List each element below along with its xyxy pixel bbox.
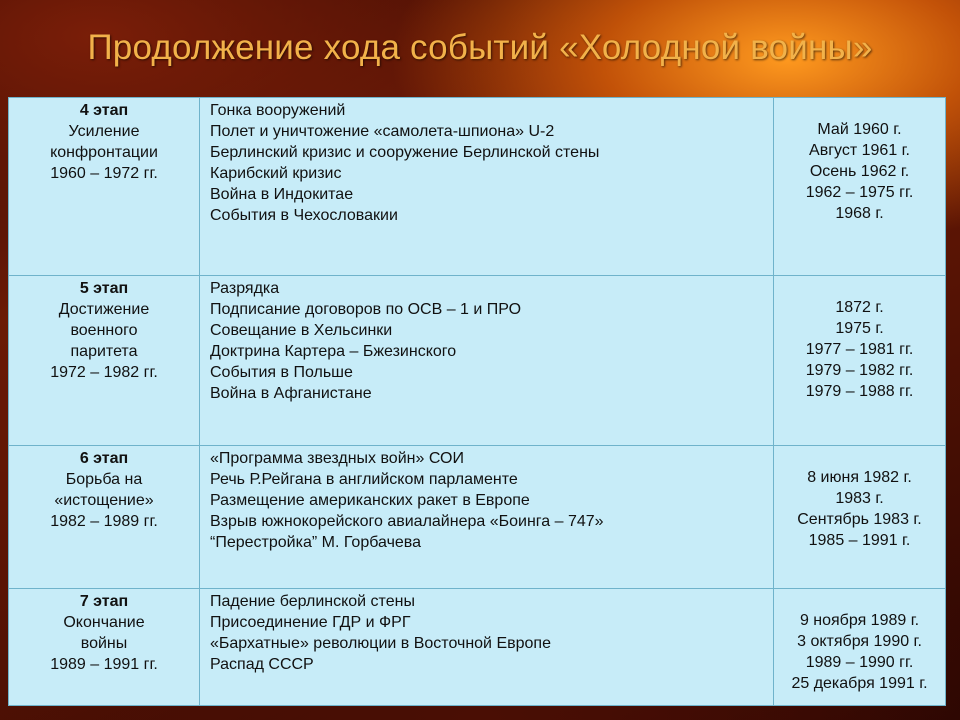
table-row [9, 589, 946, 706]
date-item: 25 декабря 1991 г. [791, 675, 928, 692]
event-item: Карибский кризис [210, 165, 342, 182]
event-item: «Программа звездных войн» СОИ [210, 450, 464, 467]
stage-description-line: войны [80, 635, 128, 652]
dates-cell [774, 446, 946, 589]
stage-cell [9, 589, 200, 706]
stage-description-line: 1982 – 1989 гг. [50, 513, 158, 530]
event-item: Полет и уничтожение «самолета-шпиона» U-2 [210, 123, 555, 140]
table-body [9, 98, 946, 706]
events-cell [200, 98, 774, 276]
stage-description-line: военного [70, 322, 138, 339]
page-title: Продолжение хода событий «Холодной войны» [87, 28, 873, 67]
event-item: Размещение американских ракет в Европе [210, 492, 530, 509]
date-item: 1968 г. [835, 205, 884, 222]
date-item: 1975 г. [835, 320, 884, 337]
events-cell [200, 446, 774, 589]
event-item: Война в Индокитае [210, 186, 354, 203]
event-item: Распад СССР [210, 656, 314, 673]
date-item: 1985 – 1991 г. [808, 532, 911, 549]
stage-description-line: 1960 – 1972 гг. [50, 165, 158, 182]
stage-description-line: «истощение» [54, 492, 154, 509]
event-item: Берлинский кризис и сооружение Берлинской стены [210, 144, 600, 161]
date-item: 1977 – 1981 гг. [805, 341, 914, 358]
event-item: Разрядка [210, 280, 280, 297]
event-item: Подписание договоров по ОСВ – 1 и ПРО [210, 301, 522, 318]
table-row [9, 98, 946, 276]
table-row [9, 276, 946, 446]
event-item: Присоединение ГДР и ФРГ [210, 614, 411, 631]
date-item: 1962 – 1975 гг. [805, 184, 914, 201]
cold-war-stages-table [8, 97, 946, 706]
stage-cell [9, 98, 200, 276]
events-cell [200, 589, 774, 706]
date-item: 1983 г. [835, 490, 884, 507]
date-item: Май 1960 г. [817, 121, 902, 138]
date-item: 3 октября 1990 г. [797, 633, 922, 650]
stage-description-line: Окончание [63, 614, 145, 631]
events-cell [200, 276, 774, 446]
date-item: 1979 – 1988 гг. [805, 383, 914, 400]
stage-description-line: Борьба на [65, 471, 143, 488]
stage-description-line: 1989 – 1991 гг. [50, 656, 158, 673]
event-item: Война в Афганистане [210, 385, 372, 402]
date-item: Сентябрь 1983 г. [797, 511, 922, 528]
dates-cell [774, 276, 946, 446]
date-item: 9 ноября 1989 г. [799, 612, 920, 629]
stage-description-line: конфронтации [50, 144, 158, 161]
date-item: 1989 – 1990 гг. [805, 654, 914, 671]
event-item: Речь Р.Рейгана в английском парламенте [210, 471, 518, 488]
event-item: Взрыв южнокорейского авиалайнера «Боинга – 747» [210, 513, 604, 530]
stage-description-line: паритета [70, 343, 138, 360]
event-item: События в Чехословакии [210, 207, 398, 224]
dates-cell [774, 98, 946, 276]
event-item: Гонка вооружений [210, 102, 346, 119]
event-item: Падение берлинской стены [210, 593, 415, 610]
event-item: «Бархатные» революции в Восточной Европе [210, 635, 551, 652]
stage-description-line: Усиление [68, 123, 140, 140]
stage-number: 7 этап [79, 593, 129, 610]
event-item: Доктрина Картера – Бжезинского [210, 343, 457, 360]
date-item: 1872 г. [835, 299, 884, 316]
stage-description-line: Достижение [58, 301, 150, 318]
event-item: События в Польше [210, 364, 353, 381]
stage-cell [9, 446, 200, 589]
date-item: Август 1961 г. [809, 142, 910, 159]
stage-number: 6 этап [79, 450, 129, 467]
event-item: “Перестройка” М. Горбачева [210, 534, 422, 551]
stage-number: 4 этап [79, 102, 129, 119]
stage-cell [9, 276, 200, 446]
table-row [9, 446, 946, 589]
date-item: Осень 1962 г. [809, 163, 910, 180]
stage-number: 5 этап [79, 280, 129, 297]
stage-description-line: 1972 – 1982 гг. [50, 364, 158, 381]
event-item: Совещание в Хельсинки [210, 322, 393, 339]
dates-cell [774, 589, 946, 706]
date-item: 1979 – 1982 гг. [805, 362, 914, 379]
date-item: 8 июня 1982 г. [807, 469, 912, 486]
